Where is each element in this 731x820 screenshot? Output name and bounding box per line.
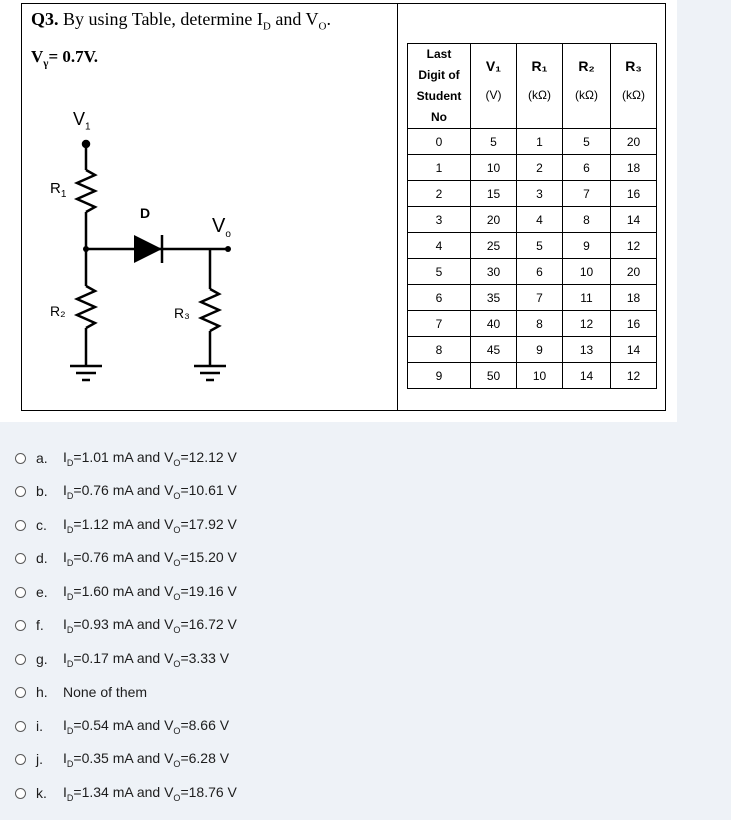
option-letter: k. — [36, 785, 47, 801]
option-d[interactable] — [15, 546, 237, 570]
table-cell: 7 — [563, 181, 611, 207]
table-cell: 2 — [408, 181, 471, 207]
table-row — [408, 285, 657, 311]
radio-icon[interactable] — [15, 788, 26, 799]
v1-label: $V_1$ — [73, 109, 91, 133]
table-cell: 45 — [471, 337, 517, 363]
r3-resistor — [201, 289, 219, 331]
radio-icon[interactable] — [15, 520, 26, 531]
table-cell: 20 — [471, 207, 517, 233]
circuit-diagram — [0, 0, 397, 411]
header-r2: R₂ (kΩ) — [563, 44, 611, 129]
option-label: $I_D=1.60$ mA and $V_O=19.16$ V — [63, 582, 237, 602]
table-cell: 5 — [408, 259, 471, 285]
option-a[interactable] — [15, 446, 237, 470]
option-k[interactable] — [15, 781, 237, 805]
table-row — [408, 337, 657, 363]
table-cell: 1 — [517, 129, 563, 155]
option-letter: g. — [36, 651, 48, 667]
table-cell: 4 — [517, 207, 563, 233]
table-cell: 2 — [517, 155, 563, 181]
radio-icon[interactable] — [15, 587, 26, 598]
table-cell: 4 — [408, 233, 471, 259]
table-row — [408, 181, 657, 207]
table-cell: 18 — [611, 285, 657, 311]
radio-icon[interactable] — [15, 754, 26, 765]
table-row — [408, 259, 657, 285]
table-cell: 15 — [471, 181, 517, 207]
question-panel — [0, 0, 677, 422]
option-f[interactable] — [15, 613, 237, 637]
header-r1: R₁ (kΩ) — [517, 44, 563, 129]
option-g[interactable] — [15, 647, 229, 671]
table-cell: 9 — [563, 233, 611, 259]
table-cell: 40 — [471, 311, 517, 337]
table-cell: 30 — [471, 259, 517, 285]
table-cell: 5 — [517, 233, 563, 259]
r2-label: R₂ — [50, 303, 66, 319]
table-cell: 5 — [471, 129, 517, 155]
table-row — [408, 155, 657, 181]
table-cell: 20 — [611, 129, 657, 155]
table-cell: 7 — [408, 311, 471, 337]
table-cell: 6 — [563, 155, 611, 181]
table-cell: 9 — [517, 337, 563, 363]
table-cell: 3 — [517, 181, 563, 207]
r3-label: R₃ — [174, 305, 190, 321]
table-header-row — [408, 44, 657, 129]
option-letter: h. — [36, 684, 48, 700]
threshold-voltage: $V_\gamma= 0.7V$. — [31, 47, 98, 70]
option-letter: d. — [36, 550, 48, 566]
option-letter: e. — [36, 584, 48, 600]
option-letter: i. — [36, 718, 43, 734]
option-label: $I_D=0.17$ mA and $V_O=3.33$ V — [63, 649, 230, 669]
table-cell: 25 — [471, 233, 517, 259]
table-cell: 14 — [611, 337, 657, 363]
option-label: $I_D=0.76$ mA and $V_O=10.61$ V — [63, 481, 237, 501]
table-cell: 12 — [563, 311, 611, 337]
r1-label: $R_1$ — [50, 180, 67, 200]
option-label: $I_D=0.93$ mA and $V_O=16.72$ V — [63, 615, 237, 635]
table-cell: 50 — [471, 363, 517, 389]
table-cell: 8 — [563, 207, 611, 233]
vo-terminal — [225, 246, 231, 252]
table-cell: 8 — [408, 337, 471, 363]
radio-icon[interactable] — [15, 486, 26, 497]
vo-label: $V_o$ — [212, 215, 231, 240]
radio-icon[interactable] — [15, 553, 26, 564]
radio-icon[interactable] — [15, 654, 26, 665]
radio-icon[interactable] — [15, 721, 26, 732]
table-cell: 14 — [611, 207, 657, 233]
diode-symbol — [134, 235, 162, 263]
table-cell: 20 — [611, 259, 657, 285]
header-last-digit: Last Digit of Student No — [408, 44, 471, 129]
table-cell: 16 — [611, 181, 657, 207]
option-b[interactable] — [15, 479, 237, 503]
table-cell: 18 — [611, 155, 657, 181]
table-cell: 0 — [408, 129, 471, 155]
r2-resistor — [77, 286, 95, 328]
diode-label: D — [140, 205, 151, 221]
r1-resistor — [77, 170, 95, 212]
question-number: Q3. — [31, 9, 59, 29]
table-cell: 9 — [408, 363, 471, 389]
table-cell: 10 — [517, 363, 563, 389]
option-letter: f. — [36, 617, 44, 633]
table-cell: 6 — [517, 259, 563, 285]
table-row — [408, 311, 657, 337]
table-row — [408, 207, 657, 233]
option-label: $I_D=0.35$ mA and $V_O=6.28$ V — [63, 749, 230, 769]
data-table — [407, 43, 657, 389]
table-cell: 7 — [517, 285, 563, 311]
option-letter: b. — [36, 483, 48, 499]
table-cell: 1 — [408, 155, 471, 181]
option-label: $I_D=1.34$ mA and $V_O=18.76$ V — [63, 783, 237, 803]
table-cell: 10 — [563, 259, 611, 285]
option-label: $I_D=0.54$ mA and $V_O=8.66$ V — [63, 716, 230, 736]
option-c[interactable] — [15, 513, 237, 537]
option-label: $I_D=1.01$ mA and $V_O=12.12$ V — [63, 448, 237, 468]
option-h[interactable] — [15, 680, 147, 704]
header-v1: V₁ (V) — [471, 44, 517, 129]
header-r3: R₃ (kΩ) — [611, 44, 657, 129]
table-row — [408, 233, 657, 259]
table-row — [408, 129, 657, 155]
question-text: By using Table, determine $I_D$ and $V_O$. — [63, 9, 331, 33]
radio-icon[interactable] — [15, 687, 26, 698]
table-cell: 11 — [563, 285, 611, 311]
table-cell: 3 — [408, 207, 471, 233]
table-cell: 10 — [471, 155, 517, 181]
option-letter: j. — [36, 751, 43, 767]
option-label: $I_D=1.12$ mA and $V_O=17.92$ V — [63, 515, 237, 535]
option-letter: c. — [36, 517, 47, 533]
table-cell: 13 — [563, 337, 611, 363]
table-cell: 14 — [563, 363, 611, 389]
table-cell: 12 — [611, 363, 657, 389]
table-cell: 35 — [471, 285, 517, 311]
frame-divider — [397, 3, 398, 411]
radio-icon[interactable] — [15, 620, 26, 631]
table-cell: 6 — [408, 285, 471, 311]
table-cell: 5 — [563, 129, 611, 155]
radio-icon[interactable] — [15, 453, 26, 464]
option-e[interactable] — [15, 580, 237, 604]
option-i[interactable] — [15, 714, 229, 738]
table-row — [408, 363, 657, 389]
option-label: $I_D=0.76$ mA and $V_O=15.20$ V — [63, 548, 237, 568]
table-cell: 8 — [517, 311, 563, 337]
option-j[interactable] — [15, 747, 229, 771]
table-cell: 16 — [611, 311, 657, 337]
option-label: None of them — [63, 684, 148, 700]
option-letter: a. — [36, 450, 48, 466]
table-cell: 12 — [611, 233, 657, 259]
